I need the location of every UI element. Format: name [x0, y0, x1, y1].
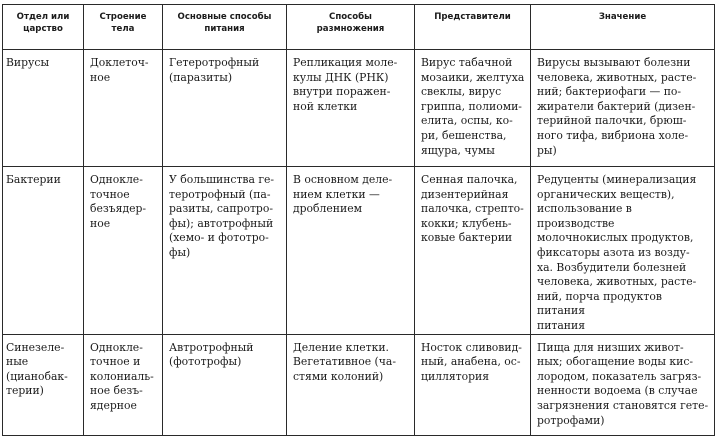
- cell-representatives: Вирус табачной мозаики, желтуха свеклы, вирус гриппа, полиоми- елита, оспы, ко- ри, бешенства, ящура, чумы: [415, 50, 531, 167]
- header-significance: Значение: [531, 5, 715, 50]
- cell-structure: Однокле- точное безъядер- ное: [84, 167, 163, 335]
- header-row: [3, 5, 715, 50]
- header-structure: Строение тела: [84, 5, 163, 50]
- table-row-cyanobacteria: [3, 334, 715, 435]
- cell-kingdom: Бактерии: [3, 167, 84, 335]
- cell-structure: Доклеточ- ное: [84, 50, 163, 167]
- cell-structure: Однокле- точное и колониаль- ное безъ- ядерное: [84, 334, 163, 435]
- cell-nutrition: Гетеротрофный (паразиты): [163, 50, 287, 167]
- header-reproduction: Способы размножения: [287, 5, 415, 50]
- cell-representatives: Сенная палочка, дизентерийная палочка, стрепто- кокки; клубень- ковые бактерии: [415, 167, 531, 335]
- cell-reproduction: Репликация моле- кулы ДНК (РНК) внутри поражен- ной клетки: [287, 50, 415, 167]
- cell-nutrition: Автротрофный (фототрофы): [163, 334, 287, 435]
- table-row-bacteria: [3, 167, 715, 335]
- cell-kingdom: Вирусы: [3, 50, 84, 167]
- cell-significance: Вирусы вызывают болезни человека, животных, расте- ний; бактериофаги — по- жиратели бактерий (дизен- терийной палочки, брюш- ного тифа, вибриона холе- ры): [531, 50, 715, 167]
- table-row-viruses: [3, 50, 715, 167]
- header-nutrition: Основные способы питания: [163, 5, 287, 50]
- cell-significance: Редуценты (минерализация органических веществ), использование в производстве молочнокислых продуктов, фиксаторы азота из возду- ха. Возбудители болезней человека, животных, расте- ний, порча продуктов питания питания: [531, 167, 715, 335]
- cell-representatives: Носток сливовид- ный, анабена, ос- циллятория: [415, 334, 531, 435]
- cell-nutrition: У большинства ге- теротрофный (па- разиты, сапротро- фы); автотрофный (хемо- и фототро- фы): [163, 167, 287, 335]
- cell-reproduction: Деление клетки. Вегетативное (ча- стями колоний): [287, 334, 415, 435]
- header-kingdom: Отдел или царство: [3, 5, 84, 50]
- cell-reproduction: В основном деле- нием клетки — дроблением: [287, 167, 415, 335]
- header-representatives: Представители: [415, 5, 531, 50]
- prokaryotes-table: [2, 4, 715, 436]
- cell-significance: Пища для низших живот- ных; обогащение воды кис- лородом, показатель загряз- ненности водоема (в случае загрязнения становятся гете- ротрофами): [531, 334, 715, 435]
- cell-kingdom: Синезеле- ные (цианобак- терии): [3, 334, 84, 435]
